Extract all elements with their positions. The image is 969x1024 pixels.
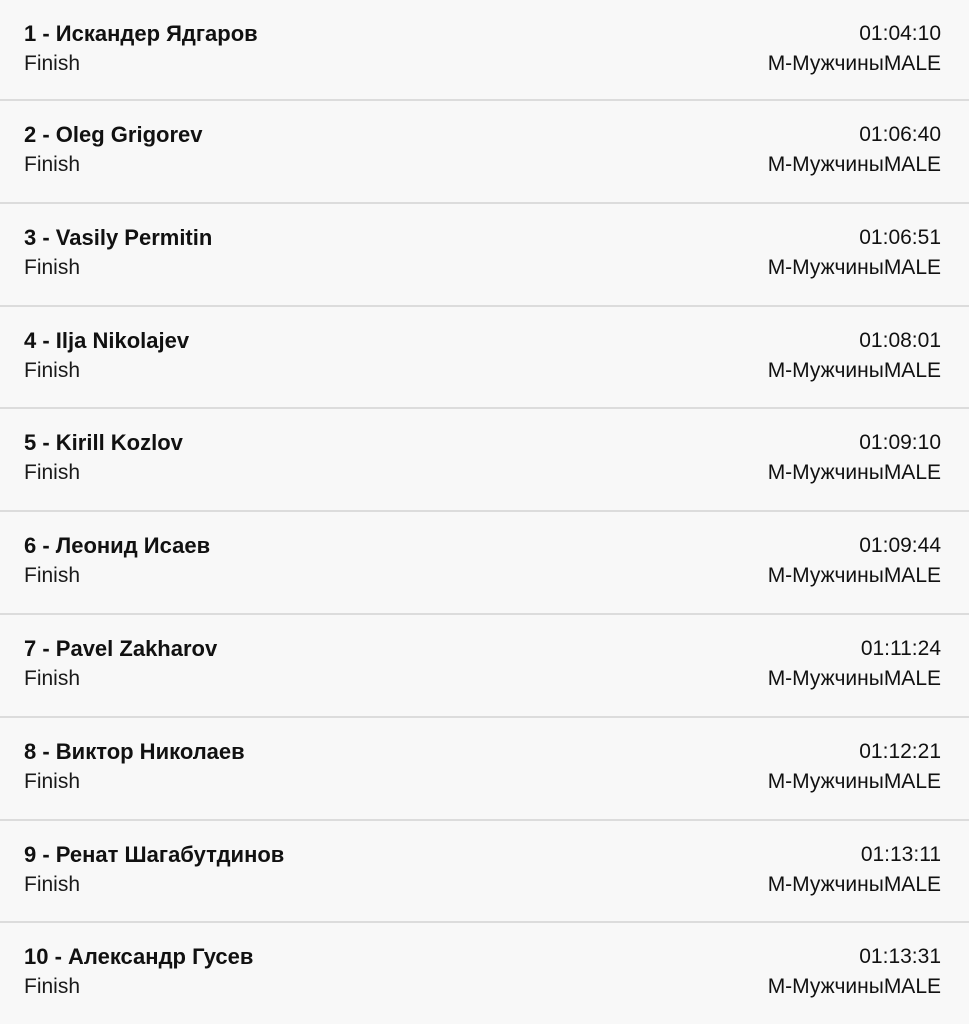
athlete-status: Finish: [24, 358, 81, 382]
category-label: M-МужчиныMALE: [767, 975, 941, 999]
result-right-column: [768, 224, 941, 283]
athlete-status: Finish: [24, 872, 81, 896]
athlete-status: Finish: [24, 975, 81, 999]
athlete-status: Finish: [24, 255, 81, 279]
result-right-column: [768, 738, 941, 797]
athlete-status: Finish: [24, 769, 81, 793]
finish-time: 01:11:24: [860, 636, 941, 660]
category-label: M-МужчиныMALE: [767, 872, 941, 896]
athlete-name: 7 - Pavel Zakharov: [24, 635, 218, 661]
result-row[interactable]: [0, 307, 969, 410]
finish-time: 01:04:10: [859, 22, 941, 45]
result-right-column: [768, 327, 941, 386]
result-right-column: [768, 943, 941, 1002]
category-label: M-МужчиныMALE: [767, 666, 941, 690]
result-row[interactable]: [0, 821, 969, 924]
finish-time: 01:08:01: [859, 328, 941, 352]
finish-time: 01:06:51: [859, 225, 941, 249]
result-left-column: [24, 121, 203, 180]
result-right-column: [768, 121, 941, 180]
athlete-status: Finish: [24, 666, 81, 690]
result-row[interactable]: [0, 0, 969, 101]
result-right-column: [768, 635, 941, 694]
result-left-column: [24, 738, 245, 797]
result-row[interactable]: [0, 718, 969, 821]
finish-time: 01:09:10: [859, 431, 941, 455]
athlete-name: 4 - Ilja Nikolajev: [24, 327, 190, 353]
result-row[interactable]: [0, 923, 969, 1024]
athlete-name: 2 - Oleg Grigorev: [24, 122, 203, 147]
result-left-column: [24, 429, 183, 488]
athlete-status: Finish: [24, 52, 81, 75]
athlete-name: 9 - Ренат Шагабутдинов: [24, 841, 285, 867]
result-left-column: [24, 635, 217, 694]
athlete-name: 6 - Леонид Исаев: [24, 533, 211, 559]
result-right-column: [768, 429, 941, 488]
finish-time: 01:09:44: [859, 534, 941, 558]
category-label: M-МужчиныMALE: [767, 52, 941, 75]
result-left-column: [24, 841, 284, 900]
result-right-column: [768, 532, 941, 591]
result-left-column: [24, 327, 189, 386]
athlete-name: 8 - Виктор Николаев: [24, 738, 245, 764]
category-label: M-МужчиныMALE: [767, 358, 941, 382]
athlete-status: Finish: [24, 153, 81, 176]
finish-time: 01:13:31: [859, 945, 941, 969]
finish-time: 01:06:40: [859, 123, 941, 146]
athlete-status: Finish: [24, 564, 81, 588]
athlete-name: 1 - Искандер Ядгаров: [24, 21, 258, 46]
finish-time: 01:13:11: [860, 842, 941, 866]
result-right-column: [768, 841, 941, 900]
athlete-status: Finish: [24, 461, 81, 485]
category-label: M-МужчиныMALE: [767, 564, 941, 588]
result-row[interactable]: [0, 615, 969, 718]
result-right-column: [768, 20, 941, 79]
result-left-column: [24, 20, 258, 79]
result-row[interactable]: [0, 512, 969, 615]
result-row[interactable]: [0, 101, 969, 204]
category-label: M-МужчиныMALE: [767, 461, 941, 485]
category-label: M-МужчиныMALE: [767, 255, 941, 279]
category-label: M-МужчиныMALE: [767, 153, 941, 176]
result-left-column: [24, 532, 210, 591]
athlete-name: 5 - Kirill Kozlov: [24, 430, 183, 456]
athlete-name: 10 - Александр Гусев: [24, 944, 254, 970]
finish-time: 01:12:21: [859, 739, 941, 763]
category-label: M-МужчиныMALE: [767, 769, 941, 793]
result-left-column: [24, 943, 253, 1002]
result-row[interactable]: [0, 409, 969, 512]
result-row[interactable]: [0, 204, 969, 307]
athlete-name: 3 - Vasily Permitin: [24, 224, 213, 250]
result-left-column: [24, 224, 212, 283]
